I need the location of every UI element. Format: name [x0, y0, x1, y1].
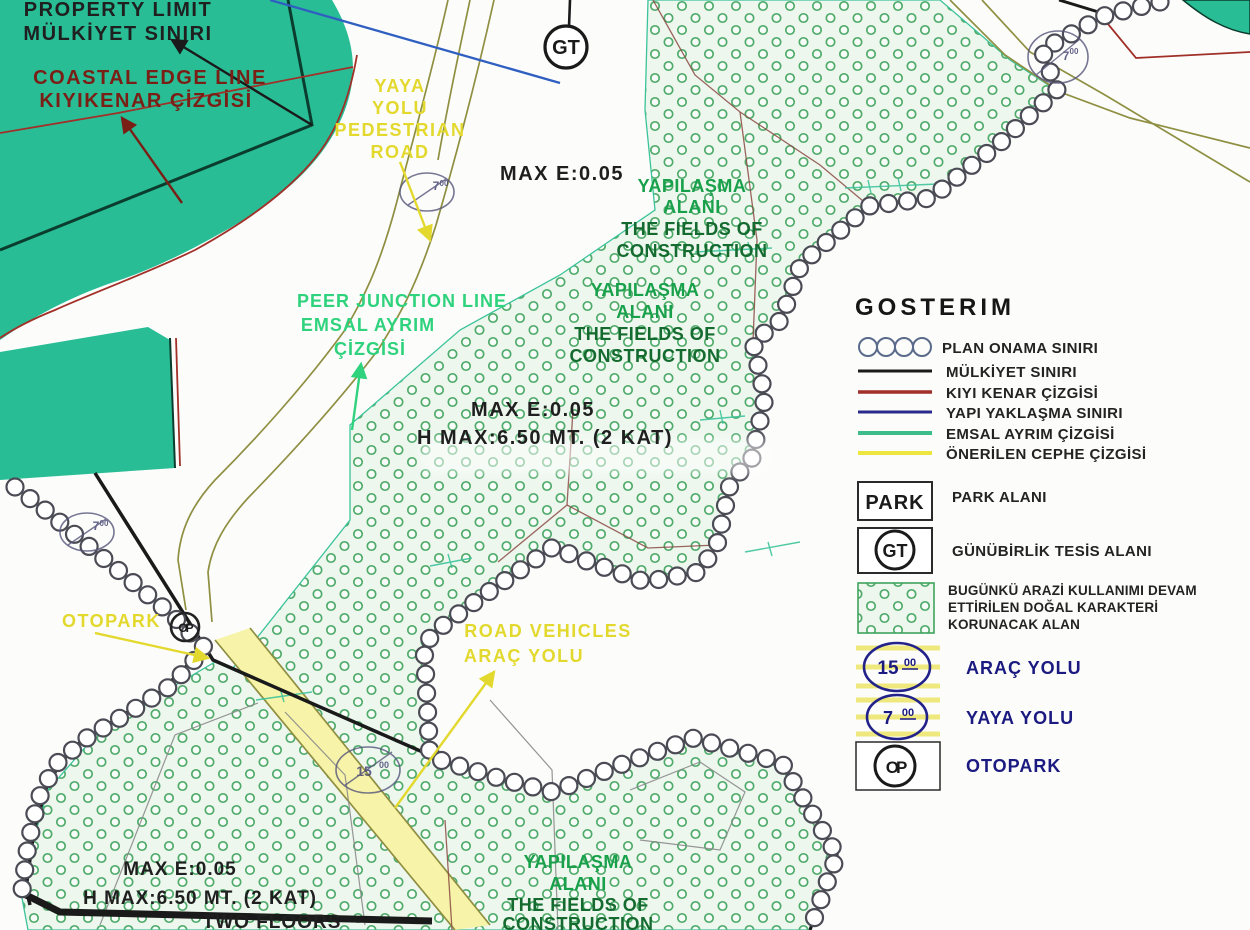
- plan-boundary-circle: [419, 704, 436, 721]
- plan-boundary-circle: [543, 540, 560, 557]
- road-vehicles-label: ROAD VEHICLES: [464, 621, 632, 641]
- legend-label: PARK ALANI: [952, 489, 1047, 506]
- plan-boundary-circle: [95, 720, 112, 737]
- peer-junction-label: ÇİZGİSİ: [333, 339, 407, 359]
- plan-boundary-circle: [750, 357, 767, 374]
- peer-junction-label: EMSAL AYRIM: [300, 315, 436, 335]
- plan-boundary-circle: [16, 861, 33, 878]
- plan-boundary-circle: [1152, 0, 1169, 11]
- plan-boundary-circle: [32, 787, 49, 804]
- plan-boundary-circle: [778, 296, 795, 313]
- plan-boundary-circle: [649, 743, 666, 760]
- plan-boundary-circle: [824, 838, 841, 855]
- property-limit-label: MÜLKİYET SINIRI: [23, 23, 213, 45]
- legend-park-symbol-text: PARK: [865, 492, 925, 514]
- plan-boundary-circle: [506, 774, 523, 791]
- plan-boundary-circle: [669, 568, 686, 585]
- legend-label: ETTİRİLEN DOĞAL KARAKTERİ: [948, 600, 1159, 615]
- plan-boundary-circle: [560, 545, 577, 562]
- svg-text:00: 00: [378, 760, 390, 770]
- plan-boundary-circle: [1133, 0, 1150, 15]
- fields-mid-label: YAPILAŞMA: [590, 280, 700, 300]
- legend-arac-yolu-symbol: [856, 643, 940, 691]
- plan-boundary-circle: [1048, 81, 1065, 98]
- legend-natural-area-swatch: [858, 583, 934, 633]
- fields-mid-label: ALANI: [616, 302, 674, 322]
- plan-boundary-circle: [465, 594, 482, 611]
- plan-boundary-circle: [416, 647, 433, 664]
- plan-boundary-circle: [614, 565, 631, 582]
- plan-boundary-circle: [785, 773, 802, 790]
- max-top-label: MAX E:0.05: [500, 163, 624, 185]
- legend-label: MÜLKİYET SINIRI: [946, 364, 1078, 381]
- svg-text:00: 00: [99, 519, 109, 528]
- legend-otopark-symbol-text: OP: [885, 758, 905, 777]
- plan-boundary-circle: [596, 559, 613, 576]
- plan-boundary-circle: [918, 190, 935, 207]
- plan-boundary-circle: [699, 550, 716, 567]
- plan-boundary-circle: [880, 195, 897, 212]
- fields-bottom-label: CONSTRUCTION: [502, 914, 654, 930]
- plan-boundary-circle: [819, 873, 836, 890]
- plan-boundary-circle: [721, 478, 738, 495]
- plan-boundary-circle: [713, 516, 730, 533]
- plan-boundary-circle: [812, 891, 829, 908]
- plan-boundary-circle: [496, 572, 513, 589]
- fields-top-label: THE FIELDS OF: [621, 219, 763, 239]
- fields-bottom-label: THE FIELDS OF: [507, 895, 649, 915]
- plan-boundary-circle: [934, 181, 951, 198]
- plan-boundary-circle: [803, 246, 820, 263]
- plan-boundary-circle: [111, 710, 128, 727]
- plan-boundary-circle: [81, 538, 98, 555]
- legend-label: GÜNÜBİRLİK TESİS ALANI: [952, 543, 1152, 560]
- plan-boundary-circle: [1035, 46, 1052, 63]
- legend-label: ÖNERİLEN CEPHE ÇİZGİSİ: [946, 446, 1147, 463]
- pedestrian-road-label: ROAD: [370, 142, 430, 162]
- plan-boundary-circle: [806, 909, 823, 926]
- max-bottom-label: MAX E:0.05: [123, 859, 237, 880]
- svg-text:7: 7: [432, 179, 440, 193]
- plan-boundary-circle: [421, 630, 438, 647]
- legend-yaya-yolu-symbol: [856, 695, 940, 739]
- fields-top-label: ALANI: [663, 197, 721, 217]
- legend-label: YAYA YOLU: [966, 708, 1075, 728]
- otopark-label: OTOPARK: [62, 611, 161, 631]
- pedestrian-road-label: YOLU: [371, 98, 429, 118]
- legend-title: GOSTERIM: [855, 294, 1016, 321]
- plan-boundary-circle: [993, 133, 1010, 150]
- plan-boundary-circle: [687, 564, 704, 581]
- road-vehicles-label: ARAÇ YOLU: [463, 646, 585, 666]
- peer-junction-label: PEER JUNCTION LINE: [296, 291, 508, 311]
- plan-boundary-circle: [7, 479, 24, 496]
- plan-boundary-circle: [756, 394, 773, 411]
- plan-boundary-circle: [771, 313, 788, 330]
- plan-boundary-circle: [791, 260, 808, 277]
- plan-boundary-circle: [488, 769, 505, 786]
- legend-label: KORUNACAK ALAN: [948, 617, 1081, 632]
- plan-boundary-circle: [14, 880, 31, 897]
- plan-boundary-circle: [685, 730, 702, 747]
- plan-boundary-circle: [451, 758, 468, 775]
- plan-boundary-circle: [433, 752, 450, 769]
- plan-boundary-circle: [1080, 16, 1097, 33]
- svg-text:7: 7: [1062, 49, 1070, 63]
- fields-top-label: YAPILAŞMA: [637, 176, 747, 196]
- plan-boundary-circle: [469, 763, 486, 780]
- plan-boundary-circle: [978, 145, 995, 162]
- plan-boundary-circle: [613, 756, 630, 773]
- svg-text:15: 15: [877, 658, 899, 679]
- plan-boundary-circle: [1035, 94, 1052, 111]
- plan-boundary-circle: [632, 572, 649, 589]
- plan-boundary-circle: [159, 679, 176, 696]
- plan-boundary-circle: [560, 777, 577, 794]
- plan-boundary-circle: [818, 234, 835, 251]
- plan-boundary-circle: [125, 574, 142, 591]
- gt-symbol-map: [545, 26, 587, 68]
- fields-top-label: CONSTRUCTION: [616, 241, 768, 261]
- coastal-edge-label: COASTAL EDGE LINE: [33, 67, 267, 89]
- plan-boundary-circle: [832, 222, 849, 239]
- max-mid-label: MAX E:0.05: [471, 399, 595, 421]
- plan-boundary-circle: [709, 534, 726, 551]
- plan-boundary-circle: [512, 561, 529, 578]
- plan-boundary-circle: [19, 843, 36, 860]
- plan-boundary-circle: [173, 666, 190, 683]
- fields-bottom-label: ALANI: [549, 874, 607, 894]
- legend-label: KIYI KENAR ÇİZGİSİ: [946, 385, 1099, 402]
- plan-boundary-circle: [1096, 7, 1113, 24]
- svg-text:00: 00: [439, 179, 449, 188]
- plan-boundary-circle: [752, 413, 769, 430]
- plan-boundary-circle: [785, 278, 802, 295]
- plan-boundary-circle: [861, 197, 878, 214]
- plan-boundary-circle: [899, 193, 916, 210]
- property-limit-label: PROPERTY LIMIT: [23, 0, 213, 21]
- plan-boundary-circle: [528, 550, 545, 567]
- plan-boundary-circle: [814, 822, 831, 839]
- legend-label: ARAÇ YOLU: [966, 658, 1082, 678]
- svg-text:00: 00: [1069, 47, 1079, 56]
- max-mid-label: H MAX:6.50 MT. (2 KAT): [417, 427, 673, 449]
- fields-mid-label: THE FIELDS OF: [574, 324, 716, 344]
- plan-boundary-circle: [110, 562, 127, 579]
- gt-symbol-text: GT: [552, 37, 580, 59]
- plan-boundary-circle: [578, 770, 595, 787]
- plan-boundary-circle: [847, 209, 864, 226]
- plan-boundary-circle: [631, 749, 648, 766]
- svg-text:7: 7: [92, 519, 100, 533]
- plan-boundary-circle: [596, 763, 613, 780]
- legend-label: BUGÜNKÜ ARAZİ KULLANIMI DEVAM: [948, 583, 1197, 598]
- plan-boundary-circle: [22, 490, 39, 507]
- plan-boundary-circle: [524, 778, 541, 795]
- plan-boundary-circle: [450, 605, 467, 622]
- fields-bottom-label: YAPILAŞMA: [523, 852, 633, 872]
- plan-boundary-circle: [26, 805, 43, 822]
- plan-boundary-circle: [1021, 107, 1038, 124]
- plan-boundary-circle: [1042, 64, 1059, 81]
- op-symbol-text: OP: [178, 621, 192, 635]
- plan-boundary-circle: [127, 700, 144, 717]
- legend-label: YAPI YAKLAŞMA SINIRI: [946, 405, 1123, 422]
- plan-boundary-circle: [417, 666, 434, 683]
- plan-boundary-circle: [435, 617, 452, 634]
- plan-boundary-circle: [1115, 2, 1132, 19]
- svg-text:15: 15: [356, 763, 372, 779]
- pedestrian-road-label: YAYA: [374, 76, 426, 96]
- plan-boundary-circle: [775, 757, 792, 774]
- max-bottom-label: H MAX:6.50 MT. (2 KAT): [83, 888, 317, 909]
- plan-boundary-circle: [794, 789, 811, 806]
- legend-label: PLAN ONAMA SINIRI: [942, 340, 1099, 357]
- plan-boundary-circle: [963, 157, 980, 174]
- plan-boundary-circle: [721, 740, 738, 757]
- legend-gt-symbol-text: GT: [882, 541, 908, 561]
- plan-boundary-circle: [754, 375, 771, 392]
- plan-boundary-circle: [667, 736, 684, 753]
- plan-boundary-circle: [717, 497, 734, 514]
- svg-text:00: 00: [903, 657, 917, 669]
- plan-boundary-circle: [420, 723, 437, 740]
- plan-boundary-circle: [418, 685, 435, 702]
- plan-boundary-circle: [37, 502, 54, 519]
- plan-boundary-circle: [143, 690, 160, 707]
- coastal-edge-label: KIYIKENAR ÇİZGİSİ: [39, 90, 253, 112]
- plan-boundary-circle: [95, 550, 112, 567]
- svg-text:00: 00: [901, 707, 915, 719]
- plan-boundary-circle: [703, 735, 720, 752]
- plan-boundary-circle: [740, 745, 757, 762]
- plan-boundary-circle: [139, 586, 156, 603]
- plan-boundary-circle: [481, 583, 498, 600]
- plan-boundary-circle: [578, 552, 595, 569]
- plan-boundary-circle: [22, 824, 39, 841]
- plan-boundary-circle: [949, 169, 966, 186]
- plan-boundary-circle: [825, 855, 842, 872]
- pedestrian-road-label: PEDESTRIAN: [334, 120, 466, 140]
- fields-mid-label: CONSTRUCTION: [569, 346, 721, 366]
- legend-label: OTOPARK: [966, 756, 1062, 776]
- plan-boundary-circle: [50, 754, 67, 771]
- plan-boundary-circle: [1007, 120, 1024, 137]
- plan-boundary-circle: [64, 742, 81, 759]
- plan-boundary-circle: [543, 783, 560, 800]
- plan-boundary-circle: [758, 750, 775, 767]
- max-bottom-label: TWO FLOORS: [202, 912, 342, 930]
- plan-boundary-circle: [79, 729, 96, 746]
- plan-boundary-circle: [804, 806, 821, 823]
- plan-boundary-circle: [40, 770, 57, 787]
- plan-boundary-circle: [746, 338, 763, 355]
- svg-text:7: 7: [882, 708, 894, 728]
- plan-boundary-circle: [650, 571, 667, 588]
- teal-region-left-strip: [0, 327, 175, 480]
- legend-label: EMSAL AYRIM ÇİZGİSİ: [946, 426, 1115, 443]
